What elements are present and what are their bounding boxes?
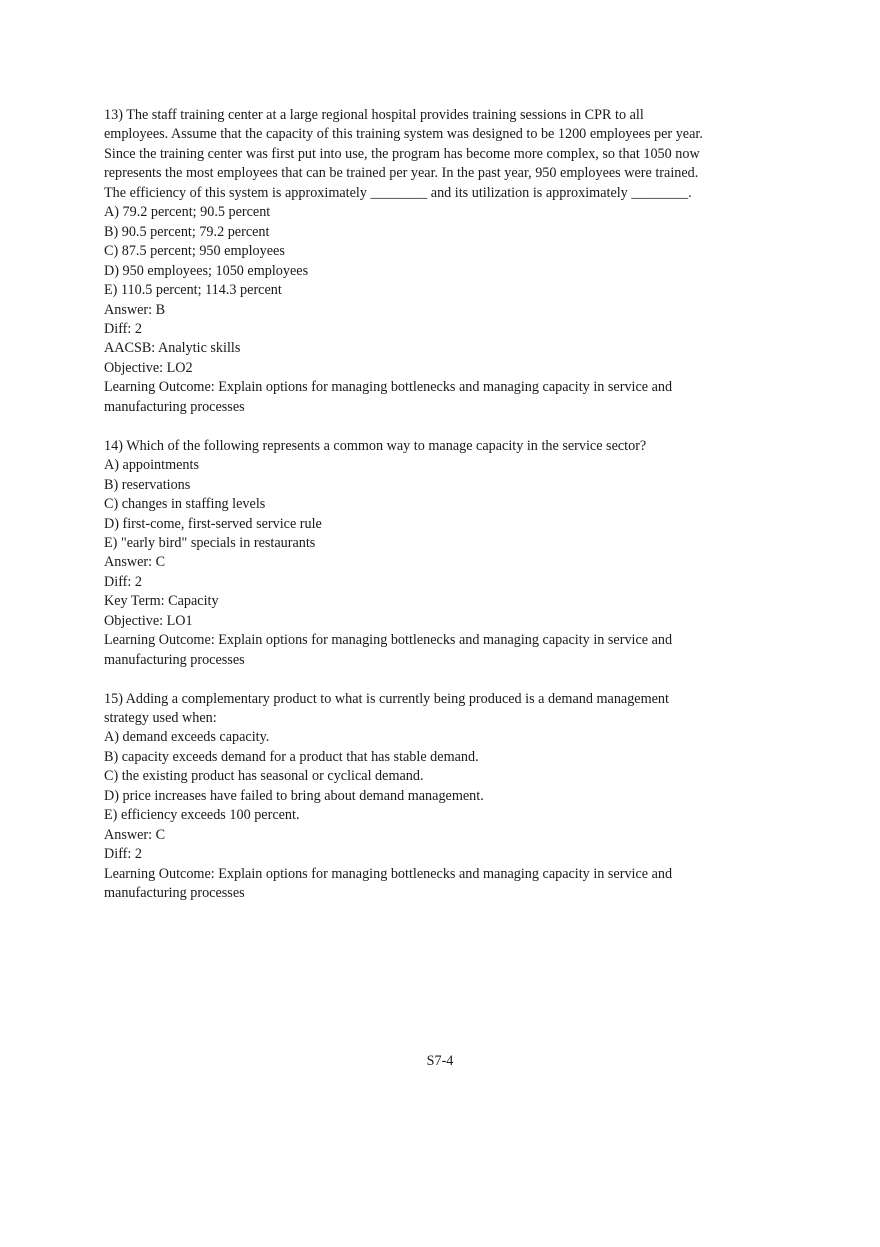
- question-stem-line: strategy used when:: [104, 710, 217, 727]
- question-stem-line: 14) Which of the following represents a common way to manage capacity in the service sector?: [104, 437, 647, 454]
- objective: Objective: LO2: [104, 359, 193, 376]
- difficulty: Diff: 2: [104, 573, 142, 590]
- learning-outcome: Learning Outcome: Explain options for managing bottlenecks and managing capacity in service and: [104, 379, 673, 396]
- learning-outcome-continued: manufacturing processes: [104, 651, 245, 668]
- answer-option-c: C) the existing product has seasonal or cyclical demand.: [104, 768, 424, 785]
- answer-option-e: E) 110.5 percent; 114.3 percent: [104, 282, 282, 299]
- learning-outcome-continued: manufacturing processes: [104, 398, 245, 415]
- question-stem-line: represents the most employees that can be trained per year. In the past year, 950 employees were trained.: [104, 165, 699, 182]
- question-stem-line: The efficiency of this system is approximately ________ and its utilization is approximately ________.: [104, 184, 692, 201]
- learning-outcome: Learning Outcome: Explain options for managing bottlenecks and managing capacity in service and: [104, 865, 673, 882]
- page-number: S7-4: [426, 1053, 454, 1069]
- answer-key: Answer: B: [104, 301, 166, 318]
- difficulty: Diff: 2: [104, 320, 142, 337]
- answer-option-b: B) 90.5 percent; 79.2 percent: [104, 223, 270, 240]
- answer-option-a: A) demand exceeds capacity.: [104, 729, 270, 746]
- answer-option-d: D) price increases have failed to bring about demand management.: [104, 787, 484, 804]
- question-stem-line: employees. Assume that the capacity of this training system was designed to be 1200 employees per year.: [104, 126, 703, 143]
- answer-option-e: E) "early bird" specials in restaurants: [104, 534, 316, 551]
- answer-option-c: C) changes in staffing levels: [104, 496, 266, 513]
- answer-option-c: C) 87.5 percent; 950 employees: [104, 243, 285, 260]
- question-13: [104, 106, 744, 417]
- answer-option-d: D) first-come, first-served service rule: [104, 515, 322, 532]
- answer-option-b: B) reservations: [104, 476, 191, 493]
- answer-key: Answer: C: [104, 554, 166, 571]
- aacsb-tag: AACSB: Analytic skills: [104, 340, 241, 357]
- answer-option-e: E) efficiency exceeds 100 percent.: [104, 807, 300, 824]
- answer-key: Answer: C: [104, 826, 166, 843]
- question-14: [104, 437, 744, 670]
- answer-option-a: A) appointments: [104, 457, 199, 474]
- question-15: [104, 690, 744, 904]
- question-stem-line: 13) The staff training center at a large regional hospital provides training sessions in CPR to all: [104, 107, 644, 123]
- question-stem-line: 15) Adding a complementary product to what is currently being produced is a demand management: [104, 690, 669, 707]
- answer-option-b: B) capacity exceeds demand for a product that has stable demand.: [104, 748, 479, 765]
- question-list: [104, 106, 744, 923]
- objective: Objective: LO1: [104, 612, 193, 629]
- learning-outcome-continued: manufacturing processes: [104, 885, 245, 902]
- question-stem-line: Since the training center was first put into use, the program has become more complex, so that 1050 now: [104, 145, 700, 162]
- key-term: Key Term: Capacity: [104, 593, 219, 610]
- answer-option-d: D) 950 employees; 1050 employees: [104, 262, 309, 279]
- learning-outcome: Learning Outcome: Explain options for managing bottlenecks and managing capacity in service and: [104, 632, 673, 649]
- answer-option-a: A) 79.2 percent; 90.5 percent: [104, 204, 271, 221]
- difficulty: Diff: 2: [104, 846, 142, 863]
